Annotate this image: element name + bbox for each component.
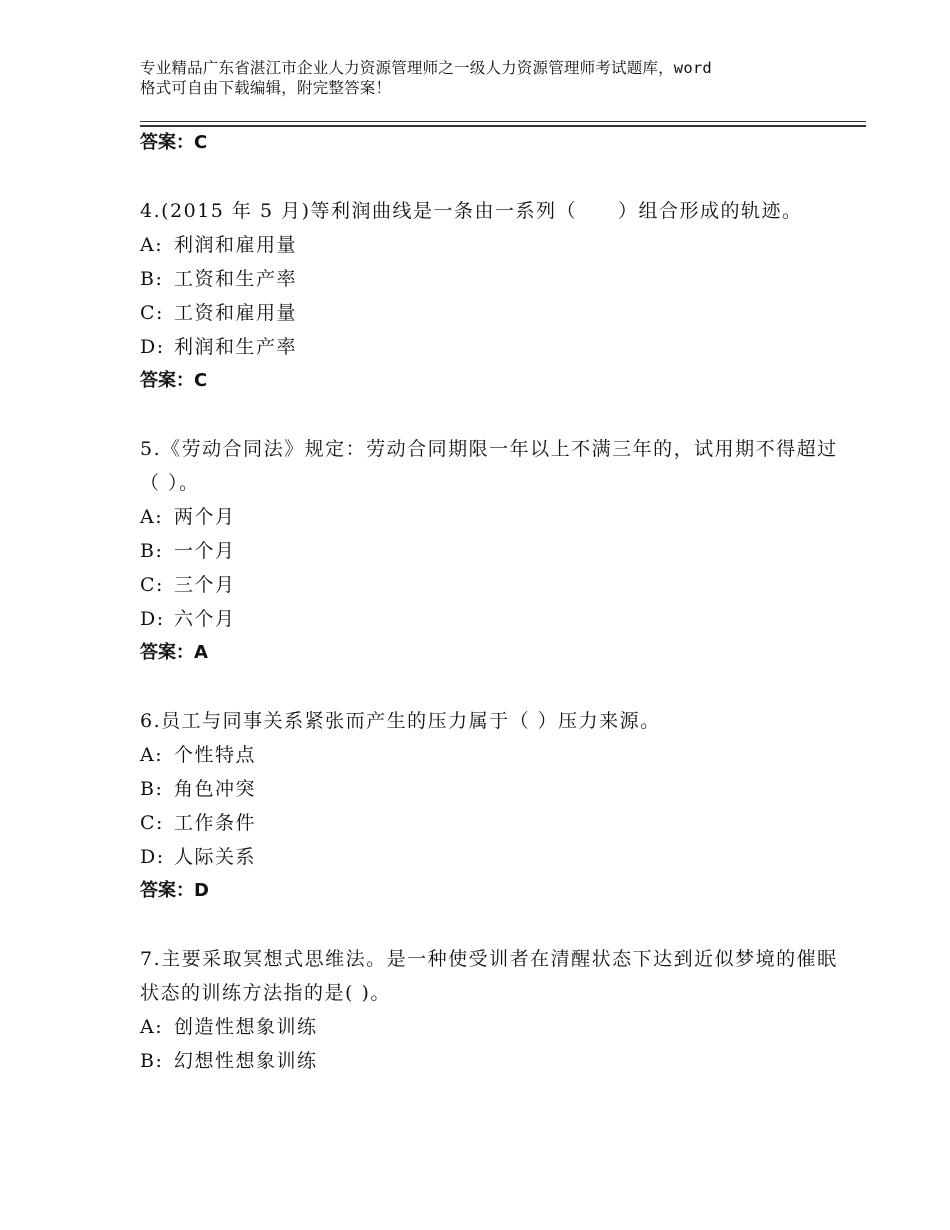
document-header: [140, 58, 840, 98]
answer-line: 答案：A: [140, 642, 208, 663]
question-text: 5.《劳动合同法》规定：劳动合同期限一年以上不满三年的，试用期不得超过（ ）。: [140, 438, 838, 494]
option-letter: A:: [140, 506, 164, 528]
option-letter: B:: [140, 778, 164, 800]
option-text: 工资和生产率: [174, 268, 298, 290]
option-c: [140, 568, 840, 602]
previous-answer: 答案：C: [140, 132, 208, 153]
option-text: 两个月: [174, 506, 236, 528]
option-letter: A:: [140, 234, 164, 256]
option-a: [140, 228, 840, 262]
option-letter: C:: [140, 302, 164, 324]
question-block: [140, 194, 840, 398]
option-text: 三个月: [174, 574, 236, 596]
option-c: [140, 806, 840, 840]
option-letter: A:: [140, 1016, 164, 1038]
option-letter: C:: [140, 812, 164, 834]
option-b: [140, 534, 840, 568]
question-block: [140, 942, 840, 1078]
option-text: 角色冲突: [174, 778, 257, 800]
option-b: [140, 1044, 840, 1078]
option-a: [140, 738, 840, 772]
option-text: 一个月: [174, 540, 236, 562]
option-letter: D:: [140, 336, 165, 358]
header-line-1: 专业精品广东省湛江市企业人力资源管理师之一级人力资源管理师考试题库，word: [140, 59, 712, 77]
option-letter: A:: [140, 744, 164, 766]
option-text: 利润和生产率: [174, 336, 298, 358]
question-block: [140, 432, 840, 670]
option-d: [140, 840, 840, 874]
option-text: 创造性想象训练: [174, 1016, 318, 1038]
option-a: [140, 500, 840, 534]
question-text: 4.(2015 年 5 月)等利润曲线是一条由一系列（ ）组合形成的轨迹。: [140, 200, 803, 222]
option-letter: D:: [140, 846, 165, 868]
option-b: [140, 772, 840, 806]
option-text: 个性特点: [174, 744, 257, 766]
option-b: [140, 262, 840, 296]
option-c: [140, 296, 840, 330]
header-line-2: 格式可自由下载编辑，附完整答案！: [140, 79, 392, 97]
option-text: 幻想性想象训练: [174, 1050, 318, 1072]
question-text: 6.员工与同事关系紧张而产生的压力属于（ ）压力来源。: [140, 710, 661, 732]
option-text: 工资和雇用量: [174, 302, 298, 324]
option-letter: B:: [140, 1050, 164, 1072]
option-letter: C:: [140, 574, 164, 596]
option-text: 利润和雇用量: [174, 234, 298, 256]
option-letter: B:: [140, 268, 164, 290]
option-d: [140, 330, 840, 364]
option-text: 六个月: [174, 608, 236, 630]
answer-line: 答案：C: [140, 370, 208, 391]
option-text: 人际关系: [174, 846, 257, 868]
option-d: [140, 602, 840, 636]
answer-line: 答案：D: [140, 880, 209, 901]
question-block: [140, 704, 840, 908]
option-letter: D:: [140, 608, 165, 630]
option-letter: B:: [140, 540, 164, 562]
option-text: 工作条件: [174, 812, 257, 834]
question-list: [140, 126, 840, 1078]
question-text: 7.主要采取冥想式思维法。是一种使受训者在清醒状态下达到近似梦境的催眠状态的训练方法指的是( )。: [140, 948, 838, 1004]
header-rule-thin: [140, 121, 866, 122]
option-a: [140, 1010, 840, 1044]
